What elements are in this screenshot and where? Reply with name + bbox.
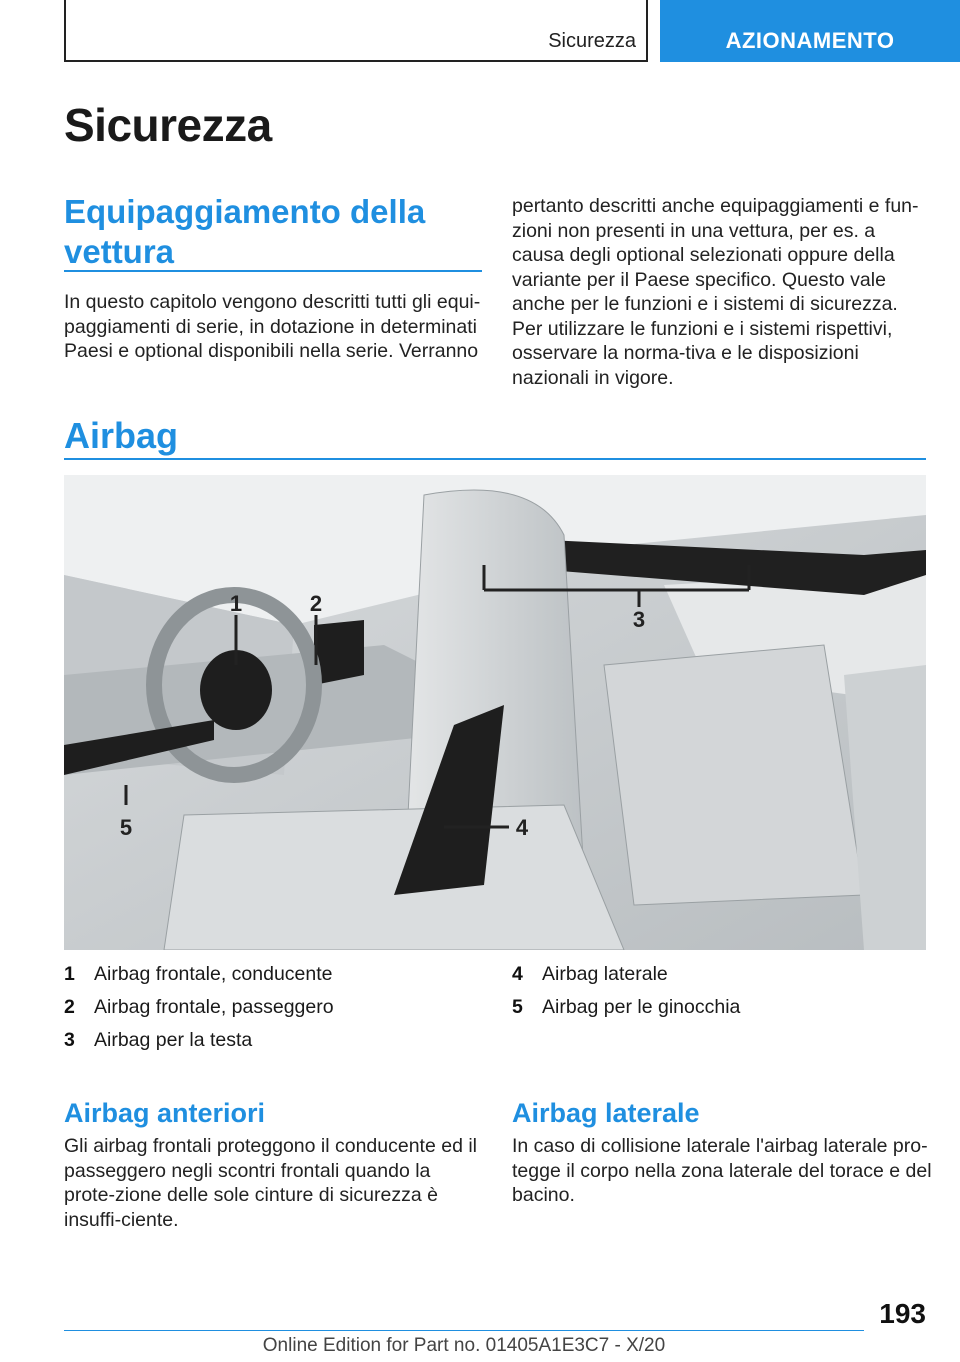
front-airbags-text: Gli airbag frontali proteggono il conducente ed il passeggero negli scontri frontali quando la prote-zione delle sole cinture di sicurezza è insuffi-ciente. (64, 1135, 478, 1231)
callout-5: 5 (119, 815, 133, 840)
section-divider (64, 458, 926, 460)
legend-number: 1 (64, 963, 75, 985)
legend-item (64, 1024, 484, 1057)
legend-number: 2 (64, 996, 75, 1018)
section-title-airbag: Airbag (64, 415, 179, 456)
legend-label: Airbag per la testa (94, 1029, 253, 1051)
callout-4: 4 (515, 815, 529, 840)
legend-label: Airbag frontale, passeggero (94, 996, 334, 1018)
footer-divider (64, 1330, 864, 1331)
legend-number: 3 (64, 1029, 75, 1051)
legend-label: Airbag per le ginocchia (542, 996, 741, 1018)
section-divider (64, 270, 482, 272)
header-section-label: Sicurezza (548, 30, 636, 52)
legend-right (512, 958, 932, 1024)
side-airbag-text: In caso di collisione laterale l'airbag laterale pro-tegge il corpo nella zona laterale del torace e del bacino. (512, 1135, 932, 1206)
legend-item (512, 958, 932, 991)
callout-3: 3 (632, 607, 646, 632)
page-title: Sicurezza (64, 99, 272, 151)
header-chapter-tab[interactable]: AZIONAMENTO (660, 0, 960, 62)
legend-number: 4 (512, 963, 523, 985)
car-interior-drawing (64, 475, 926, 950)
legend-item (64, 958, 484, 991)
legend-left (64, 958, 484, 1057)
legend-item (64, 991, 484, 1024)
page-number: 193 (879, 1298, 926, 1329)
legend-label: Airbag frontale, conducente (94, 963, 333, 985)
legend-label: Airbag laterale (542, 963, 668, 985)
legend-number: 5 (512, 996, 523, 1018)
vehicle-equipment-text-right: pertanto descritti anche equipaggiamenti e fun-zioni non presenti in una vettura, per es. a causa degli optional selezionati oppure della variante per il Paese specifico. Questo vale anche per le funzioni e i sistemi di sicurezza. Per utilizzare le funzioni e i sistemi rispettivi, osservare la norma-tiva e le disposizioni nazionali in vigore. (512, 195, 919, 389)
subsection-title-front-airbags: Airbag anteriori (64, 1098, 266, 1128)
callout-2: 2 (309, 591, 323, 616)
subsection-title-side-airbag: Airbag laterale (512, 1098, 700, 1128)
callout-1: 1 (229, 591, 243, 616)
legend-item (512, 991, 932, 1024)
footer-edition[interactable]: Online Edition for Part no. 01405A1E3C7 - X/20 (262, 1335, 666, 1356)
section-title-vehicle-equipment: Equipaggiamento della vettura (64, 193, 426, 270)
vehicle-equipment-text-left: In questo capitolo vengono descritti tutti gli equi-paggiamenti di serie, in dotazione in determinati Paesi e optional disponibili nella serie. Verranno (64, 291, 481, 362)
airbag-illustration (64, 475, 926, 950)
